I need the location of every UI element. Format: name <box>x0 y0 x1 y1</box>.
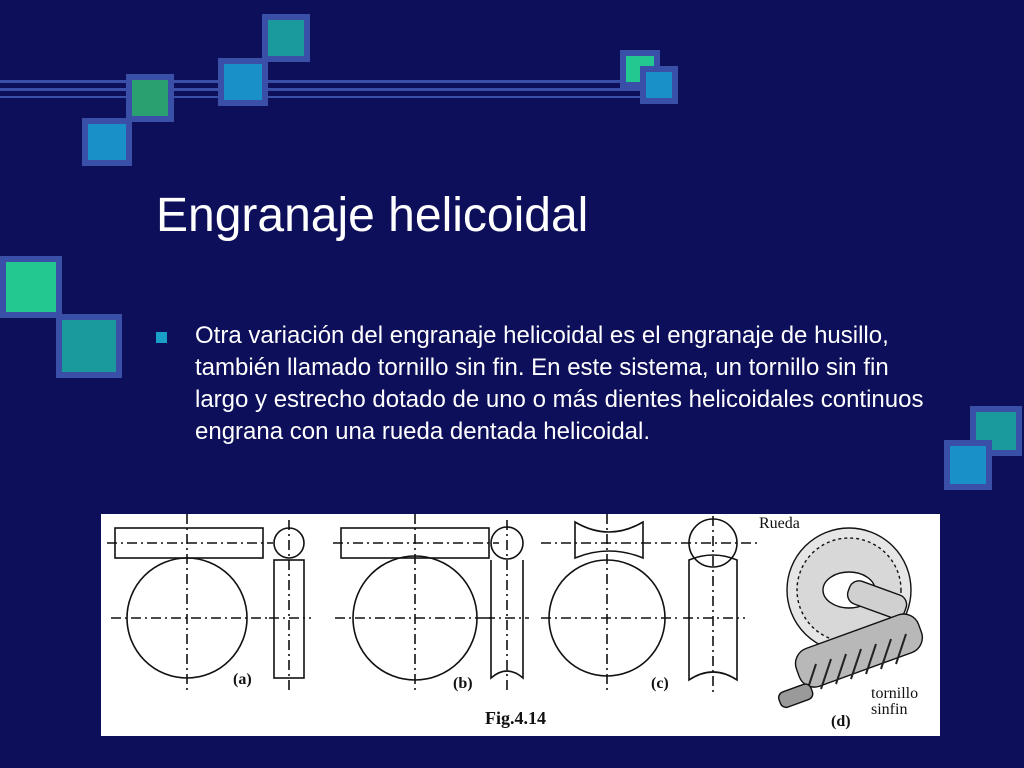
gear-figure <box>101 514 940 736</box>
bullet-text: Otra variación del engranaje helicoidal es el engranaje de husillo, también llamado tornillo sin fin. En este sistema, un tornillo sin fin largo y estrecho dotado de uno o más dientes helicoidales continuos engrana con una rueda dentada helicoidal. <box>195 322 924 445</box>
bullet-square-icon <box>156 332 167 343</box>
label-tornillo: tornillo <box>871 685 919 702</box>
slide-title: Engranaje helicoidal <box>156 189 589 242</box>
label-c: (c) <box>651 675 669 692</box>
label-b: (b) <box>453 675 473 692</box>
worm-gear-diagram <box>101 514 940 736</box>
label-sinfin: sinfin <box>871 701 908 718</box>
figure-caption: Fig.4.14 <box>485 708 546 728</box>
bullet-item <box>156 320 936 448</box>
label-rueda: Rueda <box>759 515 800 532</box>
label-d: (d) <box>831 713 851 730</box>
label-a: (a) <box>233 671 252 688</box>
